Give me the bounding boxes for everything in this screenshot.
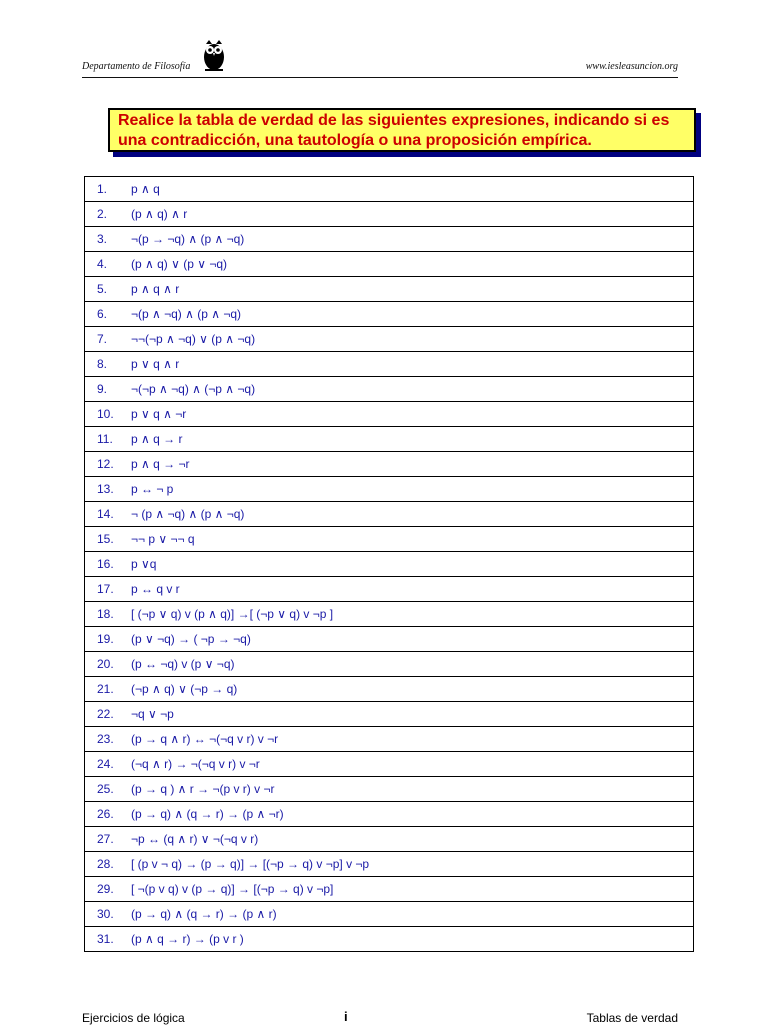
table-row xyxy=(85,527,694,552)
exercise-number: 9. xyxy=(97,382,108,396)
exercise-cell xyxy=(85,527,694,552)
exercise-expression: (¬p ∧ q) ∨ (¬p → q) xyxy=(131,682,238,696)
exercise-expression: [ ¬(p v q) v (p → q)] → [(¬p → q) v ¬p] xyxy=(131,882,334,896)
exercise-cell xyxy=(85,902,694,927)
table-row xyxy=(85,277,694,302)
exercise-number: 14. xyxy=(97,507,114,521)
exercise-number: 21. xyxy=(97,682,114,696)
table-row xyxy=(85,577,694,602)
exercise-table xyxy=(84,176,694,952)
exercise-expression: p ∨ q ∧ ¬r xyxy=(131,407,187,421)
exercise-number: 23. xyxy=(97,732,114,746)
exercise-cell xyxy=(85,352,694,377)
table-row xyxy=(85,227,694,252)
exercise-expression: ¬(p ∧ ¬q) ∧ (p ∧ ¬q) xyxy=(131,307,242,321)
exercise-cell xyxy=(85,452,694,477)
table-row xyxy=(85,502,694,527)
exercise-number: 10. xyxy=(97,407,114,421)
table-row xyxy=(85,377,694,402)
exercise-number: 19. xyxy=(97,632,114,646)
department-name: Departamento de Filosofía xyxy=(82,61,191,72)
exercise-expression: ¬¬ p ∨ ¬¬ q xyxy=(131,532,195,546)
table-row xyxy=(85,652,694,677)
exercise-cell xyxy=(85,627,694,652)
table-row xyxy=(85,452,694,477)
exercise-cell xyxy=(85,652,694,677)
table-row xyxy=(85,677,694,702)
table-row xyxy=(85,477,694,502)
exercise-cell xyxy=(85,577,694,602)
exercise-cell xyxy=(85,702,694,727)
exercise-cell xyxy=(85,277,694,302)
owl-icon xyxy=(202,38,226,72)
exercise-expression: ¬ (p ∧ ¬q) ∧ (p ∧ ¬q) xyxy=(131,507,245,521)
table-row xyxy=(85,402,694,427)
exercise-expression: [ (p v ¬ q) → (p → q)] → [(¬p → q) v ¬p] v ¬p xyxy=(131,857,370,871)
exercise-expression: (p ∧ q → r) → (p v r ) xyxy=(131,932,244,946)
exercise-cell xyxy=(85,852,694,877)
exercise-number: 25. xyxy=(97,782,114,796)
exercise-cell xyxy=(85,302,694,327)
exercise-cell xyxy=(85,177,694,202)
header-rule xyxy=(82,77,678,78)
exercise-cell xyxy=(85,477,694,502)
website-link[interactable]: www.iesleasuncion.org xyxy=(585,61,678,72)
exercise-cell xyxy=(85,752,694,777)
exercise-expression: p ↔ q v r xyxy=(131,582,180,596)
exercise-number: 12. xyxy=(97,457,114,471)
table-row xyxy=(85,252,694,277)
footer-right: Tablas de verdad xyxy=(586,1011,678,1025)
exercise-number: 11. xyxy=(97,432,113,446)
exercise-number: 30. xyxy=(97,907,114,921)
exercise-expression: (p ∨ ¬q) → ( ¬p → ¬q) xyxy=(131,632,251,646)
instruction-text: Realice la tabla de verdad de las siguientes expresiones, indicando si es una contradicción, una tautología o una proposición empírica. xyxy=(118,112,670,149)
exercise-expression: (p → q) ∧ (q → r) → (p ∧ r) xyxy=(131,907,277,921)
exercise-expression: ¬¬(¬p ∧ ¬q) ∨ (p ∧ ¬q) xyxy=(131,332,256,346)
exercise-expression: p ∨ q ∧ r xyxy=(131,357,180,371)
exercise-number: 7. xyxy=(97,332,108,346)
exercise-expression: (p → q) ∧ (q → r) → (p ∧ ¬r) xyxy=(131,807,284,821)
table-row xyxy=(85,902,694,927)
exercise-expression: p ∧ q → ¬r xyxy=(131,457,190,471)
table-row xyxy=(85,802,694,827)
exercise-number: 31. xyxy=(97,932,114,946)
table-row xyxy=(85,702,694,727)
table-row xyxy=(85,777,694,802)
exercise-number: 4. xyxy=(97,257,108,271)
table-row xyxy=(85,927,694,952)
exercise-number: 26. xyxy=(97,807,114,821)
exercise-number: 13. xyxy=(97,482,114,496)
exercise-cell xyxy=(85,502,694,527)
table-row xyxy=(85,627,694,652)
exercise-expression: p ∨q xyxy=(131,557,157,571)
table-row xyxy=(85,752,694,777)
exercise-number: 28. xyxy=(97,857,114,871)
exercise-expression: [ (¬p ∨ q) v (p ∧ q)] →[ (¬p ∨ q) v ¬p ] xyxy=(131,607,334,621)
exercise-cell xyxy=(85,677,694,702)
page-footer xyxy=(82,1008,678,1024)
exercise-cell xyxy=(85,402,694,427)
table-row xyxy=(85,177,694,202)
exercise-number: 20. xyxy=(97,657,114,671)
exercise-cell xyxy=(85,552,694,577)
table-row xyxy=(85,352,694,377)
page-number: i xyxy=(344,1009,348,1024)
exercise-expression: (p ∧ q) ∧ r xyxy=(131,207,188,221)
table-row xyxy=(85,202,694,227)
exercise-cell xyxy=(85,802,694,827)
exercise-expression: (¬q ∧ r) → ¬(¬q v r) v ¬r xyxy=(131,757,260,771)
exercise-cell xyxy=(85,927,694,952)
exercise-cell xyxy=(85,327,694,352)
table-row xyxy=(85,552,694,577)
exercise-expression: (p → q ) ∧ r → ¬(p v r) v ¬r xyxy=(131,782,275,796)
exercise-number: 29. xyxy=(97,882,114,896)
exercise-cell xyxy=(85,777,694,802)
page-header xyxy=(82,38,678,78)
exercise-expression: ¬(¬p ∧ ¬q) ∧ (¬p ∧ ¬q) xyxy=(131,382,256,396)
exercise-number: 1. xyxy=(97,182,108,196)
exercise-cell xyxy=(85,602,694,627)
exercise-cell xyxy=(85,377,694,402)
exercise-expression: p ∧ q ∧ r xyxy=(131,282,180,296)
exercise-expression: ¬p ↔ (q ∧ r) ∨ ¬(¬q v r) xyxy=(131,832,259,846)
exercise-cell xyxy=(85,227,694,252)
table-row xyxy=(85,302,694,327)
exercise-number: 17. xyxy=(97,582,114,596)
exercise-expression: p ∧ q → r xyxy=(131,432,183,446)
exercise-number: 8. xyxy=(97,357,108,371)
table-row xyxy=(85,852,694,877)
footer-left: Ejercicios de lógica xyxy=(82,1011,185,1025)
exercise-cell xyxy=(85,727,694,752)
exercise-expression: (p → q ∧ r) ↔ ¬(¬q v r) v ¬r xyxy=(131,732,279,746)
exercise-expression: ¬q ∨ ¬p xyxy=(131,707,174,721)
exercise-cell xyxy=(85,827,694,852)
exercise-number: 2. xyxy=(97,207,108,221)
exercise-number: 15. xyxy=(97,532,114,546)
table-row xyxy=(85,827,694,852)
exercise-expression: p ↔ ¬ p xyxy=(131,482,174,496)
exercise-number: 18. xyxy=(97,607,114,621)
table-row xyxy=(85,727,694,752)
exercise-number: 3. xyxy=(97,232,108,246)
exercise-cell xyxy=(85,252,694,277)
exercise-number: 16. xyxy=(97,557,114,571)
exercise-cell xyxy=(85,202,694,227)
exercise-cell xyxy=(85,877,694,902)
exercise-number: 6. xyxy=(97,307,108,321)
exercise-expression: (p ↔ ¬q) v (p ∨ ¬q) xyxy=(131,657,235,671)
table-row xyxy=(85,327,694,352)
table-row xyxy=(85,427,694,452)
table-row xyxy=(85,602,694,627)
table-row xyxy=(85,877,694,902)
exercise-number: 24. xyxy=(97,757,114,771)
instruction-box xyxy=(108,108,696,152)
exercise-expression: ¬(p → ¬q) ∧ (p ∧ ¬q) xyxy=(131,232,245,246)
exercise-number: 27. xyxy=(97,832,114,846)
exercise-number: 5. xyxy=(97,282,108,296)
exercise-expression: (p ∧ q) ∨ (p ∨ ¬q) xyxy=(131,257,228,271)
exercise-number: 22. xyxy=(97,707,114,721)
exercise-cell xyxy=(85,427,694,452)
exercise-expression: p ∧ q xyxy=(131,182,160,196)
